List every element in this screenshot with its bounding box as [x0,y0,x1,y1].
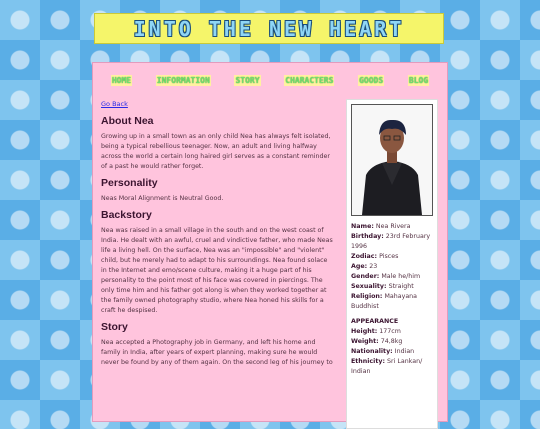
nav-home[interactable]: HOME [111,76,132,85]
appearance-ethnicity: Ethnicity: Sri Lankan/ Indian [351,358,423,375]
section-heading-story: Story [101,321,128,333]
profile-religion: Religion: Mahayana Buddhist [351,293,418,310]
profile-birthday: Birthday: 23rd February 1996 [351,233,431,250]
profile-zodiac: Zodiac: Pisces [351,253,399,260]
section-body-about: Growing up in a small town as an only child Nea has always felt isolated, being a typical rebellious teenager. Now, an adult and living halfway across the world a certain long haired girl serves as a constant reminder of a past he would rather forget. [101,133,331,170]
appearance-height: Height: 177cm [351,328,401,335]
top-nav [93,75,447,86]
nav-blog[interactable]: BLOG [408,76,429,85]
profile-name: Name: Nea Rivera [351,223,411,230]
appearance-heading: APPEARANCE [351,318,399,325]
section-body-story: Nea accepted a Photography job in Germany, and left his home and family in India, after years of expert planning, making sure he would never be found by any of them again. On the second leg of his journey to [101,339,333,366]
nav-story[interactable]: STORY [235,76,260,85]
profile-age: Age: 23 [351,263,378,270]
section-heading-personality: Personality [101,177,158,189]
appearance-nationality: Nationality: Indian [351,348,415,355]
section-heading-about: About Nea [101,115,154,127]
profile-sexuality: Sexuality: Straight [351,283,414,290]
character-portrait [351,104,433,216]
go-back-link[interactable]: Go Back [101,100,128,108]
nav-characters[interactable]: CHARACTERS [285,76,334,85]
nav-goods[interactable]: GOODS [359,76,384,85]
site-title: INTO THE NEW HEART [133,16,405,41]
site-banner [94,13,444,44]
nav-information[interactable]: INFORMATION [156,76,210,85]
section-body-backstory: Nea was raised in a small village in the south and on the west coast of India. He dealt with an awful, cruel and vindictive father, who made Neas life a living hell. On the surface, Nea was an "impossible" and "violent" child, but he merely had to adapt to his surroundings. Nea found solace in the Internet and emo/scene culture, making it a huge part of his personality to the point most of his face was covered in piercings. The only time him and his father got along is when they worked together at the family owned photography studio, where Nea honed his skills for a craft he despised. [101,227,333,314]
section-heading-backstory: Backstory [101,209,152,221]
character-portrait-illustration [352,105,432,215]
profile-sidebar [346,99,438,429]
content-column [101,99,333,374]
main-panel [92,62,448,422]
profile-gender: Gender: Male he/him [351,273,421,280]
section-body-personality: Neas Moral Alignment is Neutral Good. [101,195,224,202]
appearance-weight: Weight: 74,8kg [351,338,403,345]
